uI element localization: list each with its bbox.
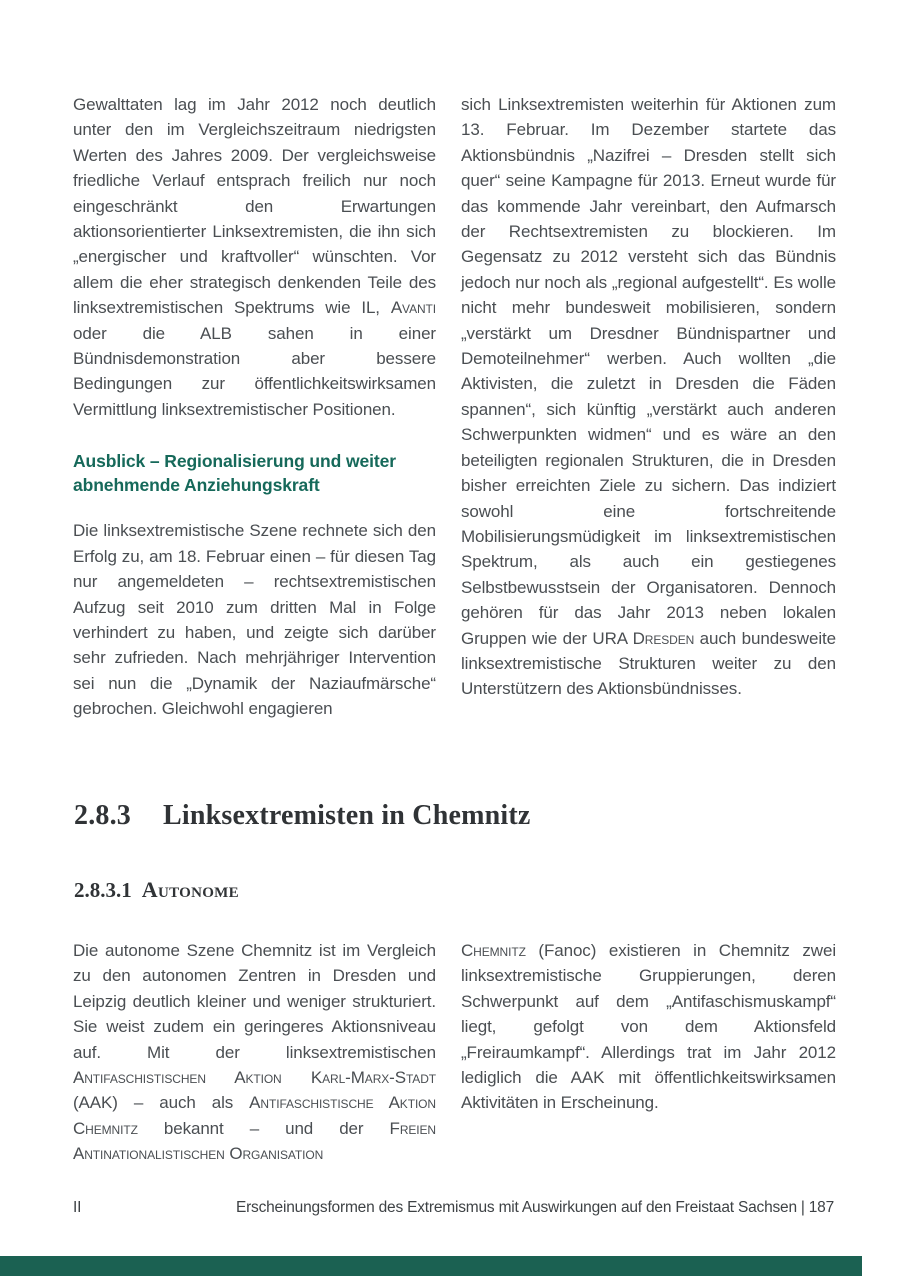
section-number: 2.8.3 xyxy=(74,800,131,831)
outlook-subheading: Ausblick – Regionalisierung und weiter abnehmende Anziehungskraft xyxy=(73,451,396,496)
organisation-name-smallcaps: Dresden xyxy=(632,628,695,648)
text-run: (Fanoc) existieren in Chemnitz zwei linksextremistische Gruppierungen, deren Schwerpunkt auf dem „Antifaschismuskampf“ liegt, gefolgt von dem Aktionsfeld „Freiraumkampf“. Allerdings trat im Jahr 2012 lediglich die AAK mit öffentlichkeitswirksamen Aktivitäten in Erscheinung. xyxy=(461,941,836,1113)
footer-chapter-marker: II xyxy=(73,1199,82,1216)
footer-separator: | xyxy=(800,1199,805,1216)
text-run: Gewalttaten lag im Jahr 2012 noch deutlich unter den im Vergleichszeitraum niedrigsten Werten des Jahres 2009. Der vergleichsweise friedliche Verlauf entsprach freilich nur noch eingeschränkt den Erwartungen aktionsorientierter Linksextremisten, die ihn sich „energischer und kraftvoller“ wünschten. Vor allem die eher strategisch denkenden Teile des linksextremistischen Spektrums wie IL, xyxy=(73,95,436,318)
organisation-name-smallcaps: Antifaschistischen Aktion Karl-Marx-Stadt xyxy=(73,1068,436,1088)
page-footer xyxy=(73,1199,836,1217)
text-run: Die linksextremistische Szene rechnete sich den Erfolg zu, am 18. Februar einen – für diesen Tag nur angemeldeten – rechtsextremistischen Aufzug seit 2010 zum dritten Mal in Folge verhindert zu haben, und zeigte sich darüber sehr zufrieden. Nach mehrjähriger Intervention sei nun die „Dynamik der Naziaufmärsche“ gebrochen. Gleichwohl engagieren xyxy=(73,521,436,719)
text-run: (AAK) – auch als xyxy=(73,1093,250,1113)
subsection-number: 2.8.3.1 xyxy=(74,878,132,902)
text-run: oder die ALB sahen in einer Bündnisdemonstration aber bessere Bedingungen zur öffentlichkeitswirksamen Vermittlung linksextremistischer Positionen. xyxy=(73,323,436,419)
text-run: bekannt – und der xyxy=(137,1118,390,1138)
section-heading xyxy=(74,800,531,832)
paragraph xyxy=(73,518,436,721)
subsection-title: Autonome xyxy=(141,877,239,902)
organisation-name-smallcaps: Freien Antinationalistischen Organisation xyxy=(73,1118,436,1164)
footer-accent-bar xyxy=(0,1256,862,1276)
paragraph xyxy=(73,92,436,422)
footer-running-title xyxy=(234,1199,836,1217)
organisation-name-smallcaps: Antifaschistische Aktion Chemnitz xyxy=(73,1093,436,1138)
text-run: Die autonome Szene Chemnitz ist im Vergleich zu den autonomen Zentren in Dresden und Leipzig deutlich kleiner und weniger strukturiert. Sie weist zudem ein geringeres Aktionsniveau auf. Mit der linksextremistischen xyxy=(73,941,436,1062)
top-right-column xyxy=(461,92,836,722)
bottom-right-column xyxy=(461,938,836,1167)
organisation-name-smallcaps: Chemnitz xyxy=(461,941,526,960)
organisation-name-smallcaps: Avanti xyxy=(390,298,436,318)
top-left-column xyxy=(73,92,436,722)
footer-title-text: Erscheinungsformen des Extremismus mit Auswirkungen auf den Freistaat Sachsen xyxy=(235,1199,797,1216)
bottom-left-column xyxy=(73,938,436,1167)
text-run: auch bundesweite linksextremistische Strukturen weiter zu den Unterstützern des Aktionsbündnisses. xyxy=(461,628,836,699)
subsection-heading xyxy=(74,877,239,903)
paragraph xyxy=(73,938,436,1167)
text-run: sich Linksextremisten weiterhin für Aktionen zum 13. Februar. Im Dezember startete das Aktionsbündnis „Nazifrei – Dresden stellt sich quer“ seine Kampagne für 2013. Erneut wurde für das kommende Jahr vereinbart, den Aufmarsch der Rechtsextremisten zu blockieren. Im Gegensatz zu 2012 versteht sich das Bündnis jedoch nur noch als „regional aufgestellt“. Es wolle nicht mehr bundesweit mobilisieren, sondern „verstärkt um Dresdner Bündnispartner und Demoteilnehmer“ werben. Auch wollten „die Aktivisten, die zuletzt in Dresden die Fäden spannen“, sich künftig „verstärkt auch anderen Schwerpunkten widmen“ und es wäre an den beteiligten regionalen Strukturen, die in Dresden bisher erreichten Ziele zu sichern. Das indiziert sowohl eine fortschreitende Mobilisierungsmüdigkeit im linksextremistischen Spektrum, als auch ein gestiegenes Selbstbewusstsein der Organisatoren. Dennoch gehören für das Jahr 2013 neben lokalen Gruppen wie der URA xyxy=(461,95,836,648)
paragraph xyxy=(461,938,836,1116)
paragraph xyxy=(461,92,836,702)
section-title: Linksextremisten in Chemnitz xyxy=(163,800,531,831)
footer-page-number: 187 xyxy=(808,1199,834,1216)
top-two-column-section xyxy=(73,92,836,722)
bottom-two-column-section xyxy=(73,938,836,1167)
